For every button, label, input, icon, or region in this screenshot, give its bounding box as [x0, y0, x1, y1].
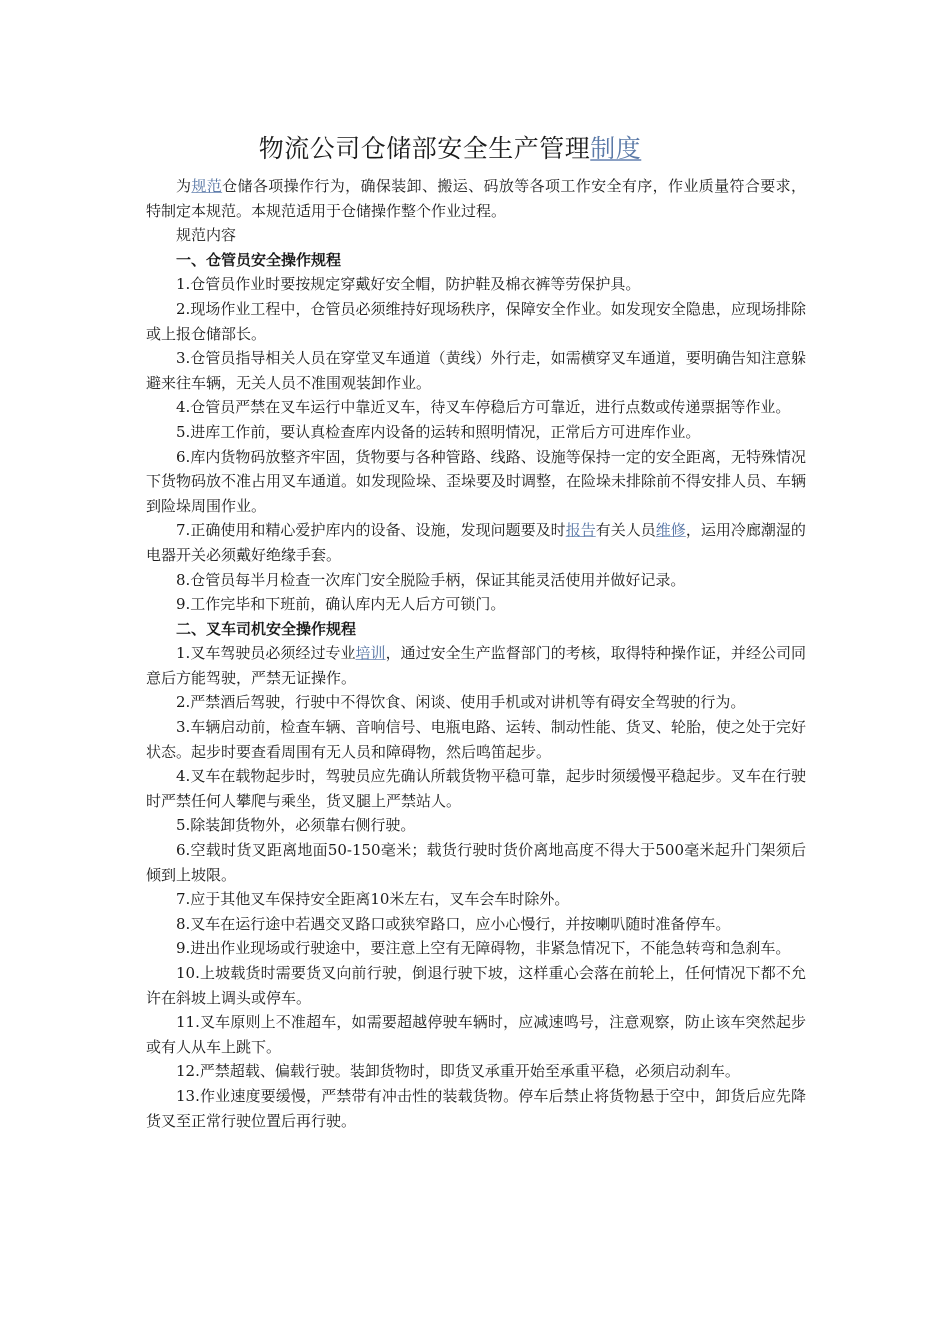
title-text: 物流公司仓储部安全生产管理 — [258, 134, 591, 163]
section-1-item: 5.进库工作前，要认真检查库内设备的运转和照明情况，正常后方可进库作业。 — [176, 422, 701, 441]
section-2-item: 4.叉车在载物起步时，驾驶员应先确认所载货物平稳可靠，起步时须缓慢平稳起步。叉车在行驶时严禁任何人攀爬与乘坐，货叉腿上严禁站人。 — [146, 767, 806, 810]
section-1-heading: 一、仓管员安全操作规程 — [176, 250, 342, 269]
section-2-item-1: 1.叉车驾驶员必须经过专业培训，通过安全生产监督部门的考核，取得特种操作证，并经公司同意后方能驾驶，严禁无证操作。 — [146, 644, 806, 687]
section-2-item: 6.空载时货叉距离地面50-150毫米；载货行驶时货价离地高度不得大于500毫米起升门架须后倾到上坡限。 — [146, 841, 806, 884]
section-1-item: 2.现场作业工程中，仓管员必须维持好现场秩序，保障安全作业。如发现安全隐患，应现场排除或上报仓储部长。 — [146, 299, 806, 343]
section-2-item: 9.进出作业现场或行驶途中，要注意上空有无障碍物，非紧急情况下，不能急转弯和急刹车。 — [176, 939, 791, 958]
section-2-item: 11.叉车原则上不准超车，如需要超越停驶车辆时，应减速鸣号，注意观察，防止该车突然起步或有人从车上跳下。 — [146, 1013, 806, 1056]
section-1-item: 1.仓管员作业时要按规定穿戴好安全帽，防护鞋及棉衣裤等劳保护具。 — [176, 275, 641, 294]
page-title — [0, 132, 900, 166]
link-peixun[interactable]: 培训 — [355, 644, 386, 663]
section-1-item: 6.库内货物码放整齐牢固，货物要与各种管路、线路、设施等保持一定的安全距离，无特殊情况下货物码放不准占用叉车通道。如发现险垛、歪垛要及时调整，在险垛未排除前不得安排人员、车辆到险垛周围作业。 — [146, 447, 807, 515]
section-2-item: 8.叉车在运行途中若遇交叉路口或狭窄路口，应小心慢行，并按喇叭随时准备停车。 — [176, 914, 731, 933]
section-1-item: 4.仓管员严禁在叉车运行中靠近叉车，待叉车停稳后方可靠近，进行点数或传递票据等作业。 — [176, 398, 791, 417]
intro-paragraph: 为规范仓储各项操作行为，确保装卸、搬运、码放等各项工作安全有序，作业质量符合要求，特制定本规范。本规范适用于仓储操作整个作业过程。 — [146, 177, 806, 220]
section-2-item: 5.除装卸货物外，必须靠右侧行驶。 — [176, 816, 416, 835]
section-1-item-7: 7.正确使用和精心爱护库内的设备、设施，发现问题要及时报告有关人员维修，运用冷廊潮湿的电器开关必须戴好绝缘手套。 — [146, 521, 806, 564]
section-1-item: 8.仓管员每半月检查一次库门安全脱险手柄，保证其能灵活使用并做好记录。 — [176, 570, 686, 589]
section-2-item: 2.严禁酒后驾驶，行驶中不得饮食、闲谈、使用手机或对讲机等有碍安全驾驶的行为。 — [176, 693, 746, 712]
content-label: 规范内容 — [176, 226, 237, 245]
section-2-item: 3.车辆启动前，检查车辆、音响信号、电瓶电路、运转、制动性能、货叉、轮胎，使之处于完好状态。起步时要查看周围有无人员和障碍物，然后鸣笛起步。 — [146, 718, 806, 761]
link-baogao[interactable]: 报告 — [565, 521, 596, 540]
section-2-item: 7.应于其他叉车保持安全距离10米左右，叉车会车时除外。 — [176, 890, 570, 909]
section-2-item: 12.严禁超载、偏载行驶。装卸货物时，即货叉承重开始至承重平稳，必须启动刹车。 — [176, 1062, 740, 1081]
link-guifan[interactable]: 规范 — [191, 177, 223, 195]
title-link-zhidu[interactable]: 制度 — [590, 134, 642, 163]
section-2-heading: 二、叉车司机安全操作规程 — [176, 619, 357, 638]
section-2-item: 10.上坡载货时需要货叉向前行驶，倒退行驶下坡，这样重心会落在前轮上，任何情况下都不允许在斜坡上调头或停车。 — [146, 964, 806, 1007]
link-weixiu[interactable]: 维修 — [655, 521, 686, 540]
section-1-item: 9.工作完毕和下班前，确认库内无人后方可锁门。 — [176, 595, 506, 614]
document-body — [146, 174, 806, 1133]
section-2-item: 13.作业速度要缓慢，严禁带有冲击性的装载货物。停车后禁止将货物悬于空中，卸货后应先降货叉至正常行驶位置后再行驶。 — [146, 1086, 806, 1130]
section-1-item: 3.仓管员指导相关人员在穿堂叉车通道（黄线）外行走，如需横穿叉车通道，要明确告知注意躲避来往车辆，无关人员不准围观装卸作业。 — [146, 349, 806, 392]
